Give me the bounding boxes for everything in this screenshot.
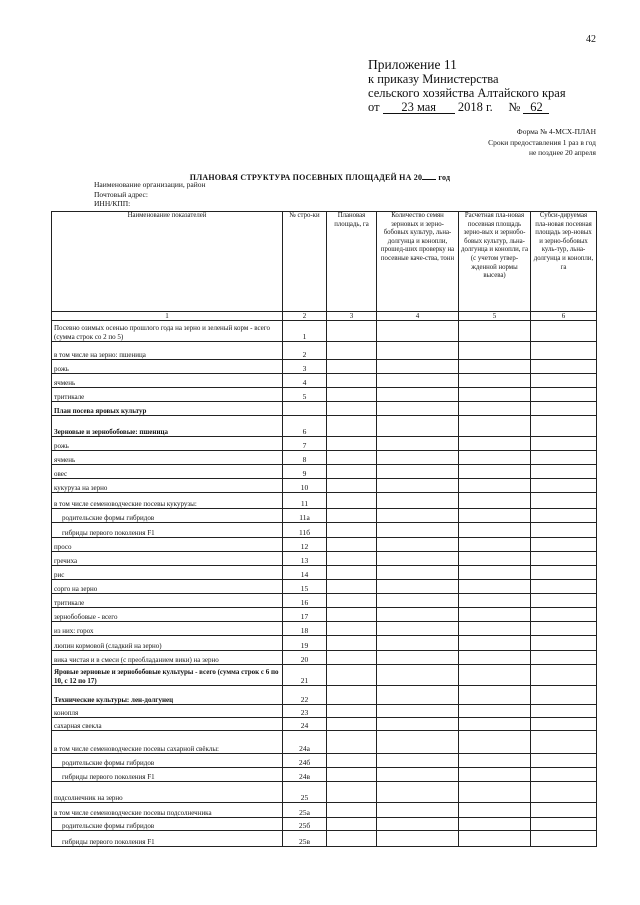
subsidized-area-cell[interactable] — [531, 388, 597, 402]
row-code: 21 — [283, 665, 327, 686]
planned-area-cell[interactable] — [327, 374, 377, 388]
calculated-area-cell[interactable] — [459, 451, 531, 465]
planned-area-cell[interactable] — [327, 465, 377, 479]
row-indicator-name: родительские формы гибридов — [52, 509, 283, 523]
row-indicator-name: ячмень — [52, 374, 283, 388]
row-code: 11б — [283, 523, 327, 538]
seed-quantity-cell[interactable] — [377, 321, 459, 342]
planned-area-cell[interactable] — [327, 594, 377, 608]
calculated-area-cell[interactable] — [459, 321, 531, 342]
row-code: 12 — [283, 538, 327, 552]
planned-area-cell[interactable] — [327, 768, 377, 782]
table-row — [52, 782, 597, 803]
table-row — [52, 622, 597, 636]
seed-quantity-cell[interactable] — [377, 622, 459, 636]
subsidized-area-cell[interactable] — [531, 636, 597, 651]
row-indicator-name: сахарная свекла — [52, 718, 283, 731]
header-seed-quantity: Количество семян зерновых и зерно-бобовых культур, льна-долгунца и конопли, прошед-ших проверку на посевные каче-ства, тонн — [377, 212, 459, 312]
planned-area-cell[interactable] — [327, 686, 377, 705]
subsidized-area-cell[interactable] — [531, 342, 597, 360]
seed-quantity-cell[interactable] — [377, 636, 459, 651]
calculated-area-cell[interactable] — [459, 479, 531, 493]
subsidized-area-cell[interactable] — [531, 768, 597, 782]
calculated-area-cell[interactable] — [459, 636, 531, 651]
form-code: Форма № 4-МСХ-ПЛАН — [516, 127, 596, 136]
planned-area-cell[interactable] — [327, 538, 377, 552]
calculated-area-cell[interactable] — [459, 580, 531, 594]
seed-quantity-cell[interactable] — [377, 580, 459, 594]
subsidized-area-cell[interactable] — [531, 402, 597, 416]
seed-quantity-cell[interactable] — [377, 493, 459, 509]
seed-quantity-cell[interactable] — [377, 374, 459, 388]
row-indicator-name: рожь — [52, 360, 283, 374]
seed-quantity-cell[interactable] — [377, 360, 459, 374]
row-indicator-name: кукуруза на зерно — [52, 479, 283, 493]
row-indicator-name: гибриды первого поколения F1 — [52, 523, 283, 538]
subsidized-area-cell[interactable] — [531, 321, 597, 342]
column-number: 3 — [327, 312, 377, 321]
form-info — [488, 127, 596, 159]
subsidized-area-cell[interactable] — [531, 580, 597, 594]
header-planned-area: Плановая площадь, га — [327, 212, 377, 312]
appendix-year: 2018 г. — [457, 100, 493, 114]
appendix-title: Приложение 11 — [368, 57, 457, 72]
row-code: 19 — [283, 636, 327, 651]
planned-area-cell[interactable] — [327, 388, 377, 402]
appendix-from: от — [368, 100, 380, 114]
calculated-area-cell[interactable] — [459, 686, 531, 705]
subsidized-area-cell[interactable] — [531, 523, 597, 538]
calculated-area-cell[interactable] — [459, 608, 531, 622]
planned-area-cell[interactable] — [327, 360, 377, 374]
calculated-area-cell[interactable] — [459, 566, 531, 580]
subsidized-area-cell[interactable] — [531, 651, 597, 665]
column-number: 2 — [283, 312, 327, 321]
seed-quantity-cell[interactable] — [377, 608, 459, 622]
row-indicator-name: рис — [52, 566, 283, 580]
appendix-date-line — [368, 100, 566, 114]
row-indicator-name: ячмень — [52, 451, 283, 465]
row-indicator-name: гибриды первого поколения F1 — [52, 768, 283, 782]
calculated-area-cell[interactable] — [459, 718, 531, 731]
planned-area-cell[interactable] — [327, 831, 377, 847]
table-row — [52, 754, 597, 768]
sowing-structure-table — [51, 211, 597, 847]
row-code: 5 — [283, 388, 327, 402]
org-inn-label: ИНН/КПП: — [94, 199, 131, 208]
appendix-number: 62 — [523, 101, 549, 114]
header-row-number: № стро-ки — [283, 212, 327, 312]
column-number-row — [52, 312, 597, 321]
row-code: 23 — [283, 705, 327, 718]
calculated-area-cell[interactable] — [459, 552, 531, 566]
table-row — [52, 342, 597, 360]
table-row — [52, 718, 597, 731]
header-indicator: Наименование показателей — [52, 212, 283, 312]
calculated-area-cell[interactable] — [459, 388, 531, 402]
table-row — [52, 686, 597, 705]
planned-area-cell[interactable] — [327, 479, 377, 493]
seed-quantity-cell[interactable] — [377, 388, 459, 402]
row-code: 15 — [283, 580, 327, 594]
seed-quantity-cell[interactable] — [377, 731, 459, 754]
planned-area-cell[interactable] — [327, 342, 377, 360]
planned-area-cell[interactable] — [327, 731, 377, 754]
subsidized-area-cell[interactable] — [531, 705, 597, 718]
document-title-main: ПЛАНОВАЯ СТРУКТУРА ПОСЕВНЫХ ПЛОЩАДЕЙ НА 20 — [189, 173, 423, 182]
row-code: 9 — [283, 465, 327, 479]
row-indicator-name: в том числе семеноводческие посевы сахарной свёклы: — [52, 731, 283, 754]
row-indicator-name: овес — [52, 465, 283, 479]
row-code: 17 — [283, 608, 327, 622]
planned-area-cell[interactable] — [327, 566, 377, 580]
row-code: 11а — [283, 509, 327, 523]
subsidized-area-cell[interactable] — [531, 754, 597, 768]
planned-area-cell[interactable] — [327, 402, 377, 416]
column-number: 4 — [377, 312, 459, 321]
table-row — [52, 374, 597, 388]
subsidized-area-cell[interactable] — [531, 665, 597, 686]
calculated-area-cell[interactable] — [459, 831, 531, 847]
row-indicator-name: Яровые зерновые и зернобобовые культуры - всего (сумма строк с 6 по 10, с 12 по 17) — [52, 665, 283, 686]
row-code: 16 — [283, 594, 327, 608]
row-code: 2 — [283, 342, 327, 360]
seed-quantity-cell[interactable] — [377, 705, 459, 718]
row-code: 8 — [283, 451, 327, 465]
subsidized-area-cell[interactable] — [531, 594, 597, 608]
calculated-area-cell[interactable] — [459, 665, 531, 686]
header-subsidized-area: Субси-дируемая пла-новая посевная площадь зер-новых и зерно-бобовых куль-тур, льна-долгунца и конопли, га — [531, 212, 597, 312]
seed-quantity-cell[interactable] — [377, 437, 459, 451]
organization-info — [94, 180, 205, 209]
calculated-area-cell[interactable] — [459, 782, 531, 803]
appendix-block — [368, 58, 566, 114]
table-row — [52, 566, 597, 580]
year-blank — [422, 171, 436, 180]
row-indicator-name: гибриды первого поколения F1 — [52, 831, 283, 847]
subsidized-area-cell[interactable] — [531, 479, 597, 493]
calculated-area-cell[interactable] — [459, 622, 531, 636]
seed-quantity-cell[interactable] — [377, 416, 459, 437]
planned-area-cell[interactable] — [327, 782, 377, 803]
row-code: 24в — [283, 768, 327, 782]
table-row — [52, 831, 597, 847]
row-indicator-name: подсолнечник на зерно — [52, 782, 283, 803]
page-number: 42 — [586, 34, 596, 45]
table-row — [52, 402, 597, 416]
row-code: 25 — [283, 782, 327, 803]
appendix-order: к приказу Министерства — [368, 72, 499, 86]
row-code: 22 — [283, 686, 327, 705]
row-indicator-name: Зерновые и зернобобовые: пшеница — [52, 416, 283, 437]
subsidized-area-cell[interactable] — [531, 451, 597, 465]
calculated-area-cell[interactable] — [459, 705, 531, 718]
row-indicator-name: тритикале — [52, 594, 283, 608]
table-row — [52, 479, 597, 493]
row-code: 25в — [283, 831, 327, 847]
subsidized-area-cell[interactable] — [531, 509, 597, 523]
seed-quantity-cell[interactable] — [377, 831, 459, 847]
table-row — [52, 451, 597, 465]
subsidized-area-cell[interactable] — [531, 416, 597, 437]
table-row — [52, 731, 597, 754]
planned-area-cell[interactable] — [327, 718, 377, 731]
row-code: 24б — [283, 754, 327, 768]
document-title-year: год — [438, 173, 451, 182]
planned-area-cell[interactable] — [327, 803, 377, 818]
planned-area-cell[interactable] — [327, 665, 377, 686]
row-code: 6 — [283, 416, 327, 437]
org-address-label: Почтовый адрес: — [94, 189, 148, 199]
table-row — [52, 651, 597, 665]
row-indicator-name: тритикале — [52, 388, 283, 402]
table-row — [52, 552, 597, 566]
table-row — [52, 636, 597, 651]
planned-area-cell[interactable] — [327, 580, 377, 594]
calculated-area-cell[interactable] — [459, 523, 531, 538]
subsidized-area-cell[interactable] — [531, 731, 597, 754]
row-code: 24 — [283, 718, 327, 731]
planned-area-cell[interactable] — [327, 509, 377, 523]
subsidized-area-cell[interactable] — [531, 718, 597, 731]
org-name-label: Наименование организации, район — [94, 180, 206, 189]
subsidized-area-cell[interactable] — [531, 538, 597, 552]
subsidized-area-cell[interactable] — [531, 374, 597, 388]
planned-area-cell[interactable] — [327, 818, 377, 831]
row-code: 4 — [283, 374, 327, 388]
row-indicator-name: План посева яровых культур — [52, 402, 283, 416]
calculated-area-cell[interactable] — [459, 768, 531, 782]
row-code: 13 — [283, 552, 327, 566]
planned-area-cell[interactable] — [327, 705, 377, 718]
row-code — [283, 402, 327, 416]
subsidized-area-cell[interactable] — [531, 818, 597, 831]
seed-quantity-cell[interactable] — [377, 451, 459, 465]
row-code: 7 — [283, 437, 327, 451]
seed-quantity-cell[interactable] — [377, 686, 459, 705]
column-number: 5 — [459, 312, 531, 321]
subsidized-area-cell[interactable] — [531, 686, 597, 705]
seed-quantity-cell[interactable] — [377, 479, 459, 493]
seed-quantity-cell[interactable] — [377, 566, 459, 580]
table-row — [52, 437, 597, 451]
table-row — [52, 360, 597, 374]
row-code: 24а — [283, 731, 327, 754]
planned-area-cell[interactable] — [327, 608, 377, 622]
row-code: 14 — [283, 566, 327, 580]
appendix-date: 23 мая — [383, 101, 455, 114]
calculated-area-cell[interactable] — [459, 818, 531, 831]
table-row — [52, 580, 597, 594]
row-code: 3 — [283, 360, 327, 374]
row-code: 25а — [283, 803, 327, 818]
form-period: Сроки предоставления 1 раз в год — [488, 137, 596, 147]
row-code: 18 — [283, 622, 327, 636]
calculated-area-cell[interactable] — [459, 342, 531, 360]
planned-area-cell[interactable] — [327, 451, 377, 465]
table-row — [52, 705, 597, 718]
table-row — [52, 608, 597, 622]
row-indicator-name: в том числе на зерно: пшеница — [52, 342, 283, 360]
seed-quantity-cell[interactable] — [377, 523, 459, 538]
table-row — [52, 416, 597, 437]
subsidized-area-cell[interactable] — [531, 437, 597, 451]
subsidized-area-cell[interactable] — [531, 566, 597, 580]
table-row — [52, 818, 597, 831]
calculated-area-cell[interactable] — [459, 538, 531, 552]
calculated-area-cell[interactable] — [459, 754, 531, 768]
column-number: 6 — [531, 312, 597, 321]
seed-quantity-cell[interactable] — [377, 754, 459, 768]
calculated-area-cell[interactable] — [459, 465, 531, 479]
seed-quantity-cell[interactable] — [377, 402, 459, 416]
row-code: 25б — [283, 818, 327, 831]
calculated-area-cell[interactable] — [459, 509, 531, 523]
planned-area-cell[interactable] — [327, 416, 377, 437]
row-indicator-name: в том числе семеноводческие посевы подсолнечника — [52, 803, 283, 818]
subsidized-area-cell[interactable] — [531, 831, 597, 847]
seed-quantity-cell[interactable] — [377, 465, 459, 479]
planned-area-cell[interactable] — [327, 493, 377, 509]
planned-area-cell[interactable] — [327, 437, 377, 451]
header-calculated-area: Расчетная пла-новая посевная площадь зерно-вых и зернобо-бовых культур, льна-долгунца и конопли, га (с учетом утвер-жденной нормы высева) — [459, 212, 531, 312]
row-indicator-name: Технические культуры: лен-долгунец — [52, 686, 283, 705]
table-row — [52, 523, 597, 538]
row-indicator-name: родительские формы гибридов — [52, 754, 283, 768]
subsidized-area-cell[interactable] — [531, 360, 597, 374]
calculated-area-cell[interactable] — [459, 374, 531, 388]
seed-quantity-cell[interactable] — [377, 594, 459, 608]
table-row — [52, 538, 597, 552]
calculated-area-cell[interactable] — [459, 731, 531, 754]
row-code: 11 — [283, 493, 327, 509]
row-indicator-name: вика чистая и в смеси (с преобладанием вики) на зерно — [52, 651, 283, 665]
table-row — [52, 493, 597, 509]
table-row — [52, 803, 597, 818]
table-row — [52, 465, 597, 479]
seed-quantity-cell[interactable] — [377, 538, 459, 552]
subsidized-area-cell[interactable] — [531, 622, 597, 636]
seed-quantity-cell[interactable] — [377, 665, 459, 686]
calculated-area-cell[interactable] — [459, 594, 531, 608]
planned-area-cell[interactable] — [327, 523, 377, 538]
planned-area-cell[interactable] — [327, 754, 377, 768]
calculated-area-cell[interactable] — [459, 416, 531, 437]
table-row — [52, 509, 597, 523]
seed-quantity-cell[interactable] — [377, 718, 459, 731]
seed-quantity-cell[interactable] — [377, 552, 459, 566]
subsidized-area-cell[interactable] — [531, 552, 597, 566]
calculated-area-cell[interactable] — [459, 360, 531, 374]
row-indicator-name: из них: горох — [52, 622, 283, 636]
row-indicator-name: сорго на зерно — [52, 580, 283, 594]
seed-quantity-cell[interactable] — [377, 651, 459, 665]
appendix-num-sign: № — [508, 100, 521, 114]
column-number: 1 — [52, 312, 283, 321]
calculated-area-cell[interactable] — [459, 803, 531, 818]
row-indicator-name: люпин кормовой (сладкий на зерно) — [52, 636, 283, 651]
row-indicator-name: Посевно озимых осенью прошлого года на зерно и зеленый корм - всего (сумма строк со 2 по 5) — [52, 321, 283, 342]
form-deadline: не позднее 20 апреля — [528, 148, 596, 157]
row-indicator-name: в том числе семеноводческие посевы кукурузы: — [52, 493, 283, 509]
seed-quantity-cell[interactable] — [377, 509, 459, 523]
row-code: 10 — [283, 479, 327, 493]
calculated-area-cell[interactable] — [459, 493, 531, 509]
table-row — [52, 321, 597, 342]
appendix-ministry: сельского хозяйства Алтайского края — [368, 86, 566, 100]
row-indicator-name: гречиха — [52, 552, 283, 566]
calculated-area-cell[interactable] — [459, 402, 531, 416]
planned-area-cell[interactable] — [327, 321, 377, 342]
calculated-area-cell[interactable] — [459, 651, 531, 665]
row-code: 20 — [283, 651, 327, 665]
table-row — [52, 594, 597, 608]
planned-area-cell[interactable] — [327, 651, 377, 665]
table-row — [52, 388, 597, 402]
subsidized-area-cell[interactable] — [531, 465, 597, 479]
seed-quantity-cell[interactable] — [377, 768, 459, 782]
seed-quantity-cell[interactable] — [377, 342, 459, 360]
row-indicator-name: конопля — [52, 705, 283, 718]
planned-area-cell[interactable] — [327, 636, 377, 651]
planned-area-cell[interactable] — [327, 552, 377, 566]
table-row — [52, 768, 597, 782]
table-row — [52, 665, 597, 686]
subsidized-area-cell[interactable] — [531, 803, 597, 818]
row-indicator-name: зернобобовые - всего — [52, 608, 283, 622]
seed-quantity-cell[interactable] — [377, 818, 459, 831]
row-code: 1 — [283, 321, 327, 342]
subsidized-area-cell[interactable] — [531, 493, 597, 509]
planned-area-cell[interactable] — [327, 622, 377, 636]
seed-quantity-cell[interactable] — [377, 782, 459, 803]
calculated-area-cell[interactable] — [459, 437, 531, 451]
table-header-row — [52, 212, 597, 312]
seed-quantity-cell[interactable] — [377, 803, 459, 818]
subsidized-area-cell[interactable] — [531, 782, 597, 803]
row-indicator-name: просо — [52, 538, 283, 552]
row-indicator-name: родительские формы гибридов — [52, 818, 283, 831]
subsidized-area-cell[interactable] — [531, 608, 597, 622]
row-indicator-name: рожь — [52, 437, 283, 451]
